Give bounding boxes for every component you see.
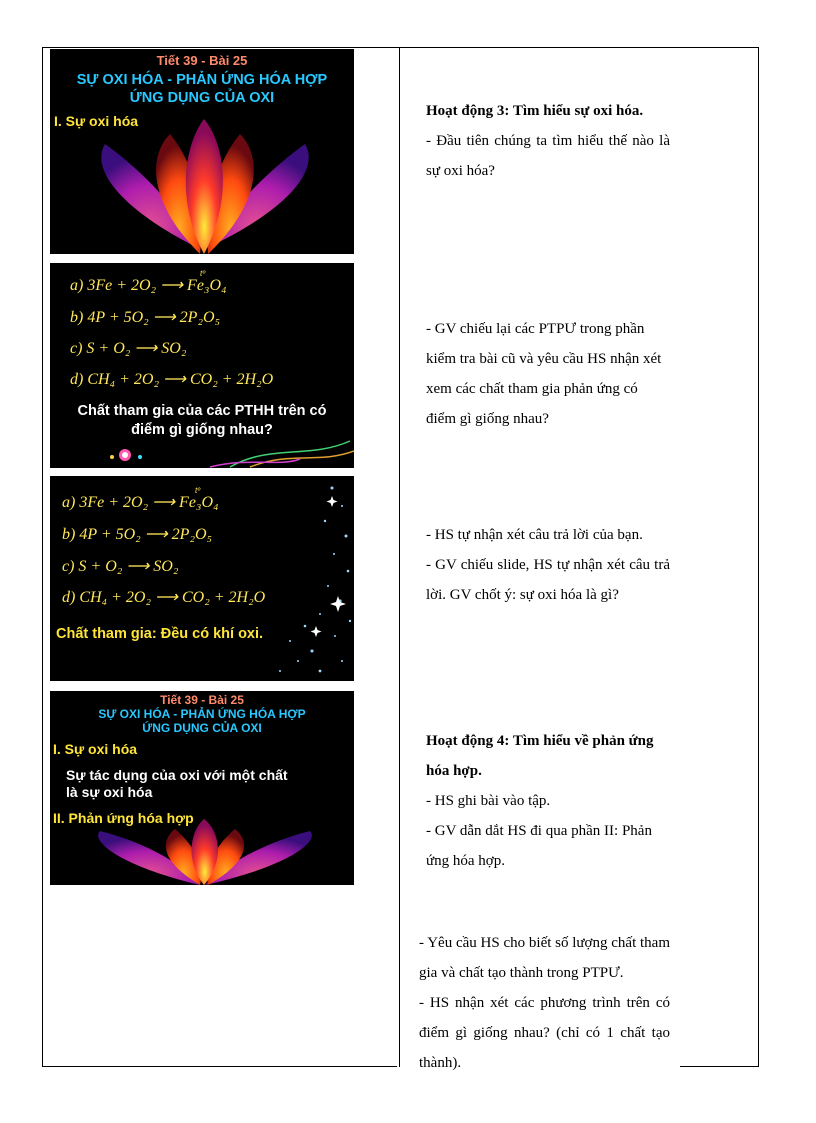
equation-c: c) S + O₂ ⟶ SO₂ <box>62 558 179 575</box>
equation-c: c) S + O₂ ⟶ SO₂ <box>70 340 187 357</box>
table-border-right <box>758 47 759 1067</box>
table-border-top <box>42 47 759 48</box>
equation-d: d) CH₄ + 2O₂ ⟶ CO₂ + 2H₂O <box>62 589 266 606</box>
table-border-bottom-left <box>42 1066 397 1067</box>
combination-questions-block <box>419 928 670 1078</box>
equation-d: d) CH₄ + 2O₂ ⟶ CO₂ + 2H₂O <box>70 371 274 388</box>
definition-line2: là sự oxi hóa <box>66 784 153 800</box>
equation-a: a) 3Fe + 2O₂ ⟶ Fe₃O₄ <box>70 277 227 294</box>
decorative-flourish <box>50 439 354 468</box>
section-oxidation-heading: I. Sự oxi hóa <box>53 741 138 757</box>
activity-4-heading: Hoạt động 4: Tìm hiểu về phản ứng hóa hợp. <box>426 733 654 779</box>
slide-4-definition <box>50 691 354 885</box>
slide-title-line2: ỨNG DỤNG CỦA OXI <box>129 90 275 106</box>
equation-a: a) 3Fe + 2O₂ ⟶ Fe₃O₄ <box>62 494 219 511</box>
reactant-product-question: - Yêu cầu HS cho biết số lượng chất tham gia và chất tạo thành trong PTPƯ. <box>419 935 670 981</box>
teacher-conclusion: - GV chiếu slide, HS tự nhận xét câu trả lời. GV chốt ý: sự oxi hóa là gì? <box>426 557 670 603</box>
answer-text: Chất tham gia: Đều có khí oxi. <box>56 626 264 642</box>
section-oxidation-heading: I. Sự oxi hóa <box>54 113 139 129</box>
heat-mark: tº <box>195 486 201 495</box>
table-border-left <box>42 47 43 1067</box>
activity-3-intro: - Đầu tiên chúng ta tìm hiểu thế nào là sự oxi hóa? <box>426 133 670 179</box>
equations-comparison: - HS nhận xét các phương trình trên có điểm gì giống nhau? (chỉ có 1 chất tạo thành). <box>419 995 670 1071</box>
student-comment: - HS tự nhận xét câu trả lời của bạn. <box>426 527 643 543</box>
equation-b: b) 4P + 5O₂ ⟶ 2P₂O₅ <box>70 309 221 326</box>
slide-title-line1: SỰ OXI HÓA - PHẢN ỨNG HÓA HỢP <box>76 72 328 88</box>
equations-instruction: - GV chiếu lại các PTPƯ trong phần kiểm tra bài cũ và yêu cầu HS nhận xét xem các chất tham gia phản ứng có điểm gì giống nhau? <box>426 321 662 427</box>
equation-b: b) 4P + 5O₂ ⟶ 2P₂O₅ <box>62 526 213 543</box>
lesson-number: Tiết 39 - Bài 25 <box>156 53 248 68</box>
slide-title-line1: SỰ OXI HÓA - PHẢN ỨNG HÓA HỢP <box>98 707 306 721</box>
slide-1-title <box>50 49 354 254</box>
section-combination-heading: II. Phản ứng hóa hợp <box>53 810 194 826</box>
notes-instruction: - HS ghi bài vào tập. <box>426 793 551 809</box>
slide-title-line2: ỨNG DỤNG CỦA OXI <box>142 721 262 735</box>
slide-3-answer <box>50 476 354 681</box>
slide-2-equations <box>50 263 354 468</box>
question-line2: điểm gì giống nhau? <box>131 422 273 438</box>
table-border-bottom-right <box>680 1066 759 1067</box>
activity-3-heading: Hoạt động 3: Tìm hiểu sự oxi hóa. <box>426 103 644 119</box>
question-line1: Chất tham gia của các PTHH trên có <box>77 403 327 419</box>
teacher-guidance: - GV dẫn dắt HS đi qua phần II: Phản ứng hóa hợp. <box>426 823 652 869</box>
activity-3-block <box>426 96 670 186</box>
heat-mark: tº <box>200 269 206 278</box>
table-column-divider <box>399 47 400 1067</box>
lesson-number: Tiết 39 - Bài 25 <box>160 693 244 707</box>
equations-instruction-block <box>426 314 670 434</box>
activity-4-block <box>426 726 670 876</box>
definition-line1: Sự tác dụng của oxi với một chất <box>66 767 288 783</box>
discussion-block <box>426 520 670 610</box>
